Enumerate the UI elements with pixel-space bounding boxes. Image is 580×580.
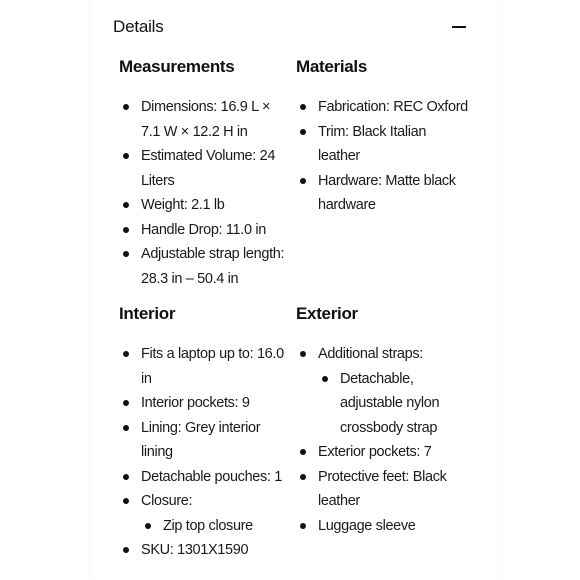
materials-list xyxy=(296,95,468,218)
list-item: Protective feet: Black leather xyxy=(296,465,468,514)
list-item: Handle Drop: 11.0 in xyxy=(119,218,291,243)
list-item-closure xyxy=(119,489,291,538)
interior-title: Interior xyxy=(119,304,176,323)
exterior-title: Exterior xyxy=(296,304,358,323)
list-item: Detachable pouches: 1 xyxy=(119,465,291,490)
closure-label: Closure: xyxy=(141,493,193,509)
list-item: Fits a laptop up to: 16.0 in xyxy=(119,342,291,391)
interior-section xyxy=(119,302,291,563)
details-title: Details xyxy=(113,17,164,36)
list-item: Estimated Volume: 24 Liters xyxy=(119,144,291,193)
measurements-section xyxy=(119,55,291,291)
minus-icon[interactable] xyxy=(452,26,466,28)
list-item: Hardware: Matte black hardware xyxy=(296,169,468,218)
list-item: Fabrication: REC Oxford xyxy=(296,95,468,120)
sub-list-item: Detachable, adjustable nylon crossbody strap xyxy=(318,367,468,441)
list-item: Lining: Grey interior lining xyxy=(119,416,291,465)
list-item: Interior pockets: 9 xyxy=(119,391,291,416)
sub-list-item: Zip top closure xyxy=(141,514,291,539)
list-item: Luggage sleeve xyxy=(296,514,468,539)
list-item: SKU: 1301X1590 xyxy=(119,538,291,563)
closure-sublist xyxy=(141,514,291,539)
straps-label: Additional straps: xyxy=(318,346,423,362)
materials-section xyxy=(296,55,468,218)
measurements-title: Measurements xyxy=(119,57,235,76)
exterior-section xyxy=(296,302,468,538)
exterior-list xyxy=(296,342,468,538)
measurements-list xyxy=(119,95,291,291)
list-item: Weight: 2.1 lb xyxy=(119,193,291,218)
list-item-straps xyxy=(296,342,468,440)
list-item: Dimensions: 16.9 L × 7.1 W × 12.2 H in xyxy=(119,95,291,144)
straps-sublist xyxy=(318,367,468,441)
list-item: Exterior pockets: 7 xyxy=(296,440,468,465)
details-accordion-header[interactable] xyxy=(113,15,468,41)
list-item: Trim: Black Italian leather xyxy=(296,120,468,169)
interior-list xyxy=(119,342,291,563)
list-item: Adjustable strap length: 28.3 in – 50.4 in xyxy=(119,242,291,291)
materials-title: Materials xyxy=(296,57,368,76)
